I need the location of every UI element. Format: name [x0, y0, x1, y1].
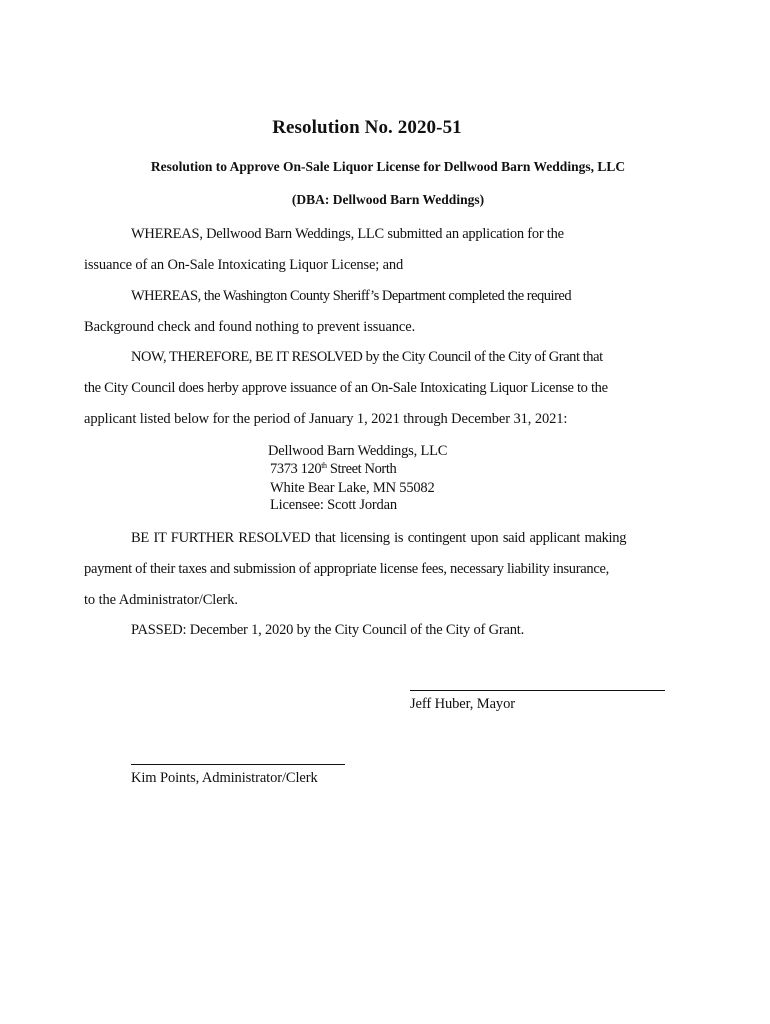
- resolved-line-1: NOW, THEREFORE, BE IT RESOLVED by the City Council of the City of Grant that: [131, 349, 603, 365]
- mayor-signature-line: [410, 690, 665, 691]
- whereas-1-line-2: issuance of an On-Sale Intoxicating Liquor License; and: [84, 257, 404, 273]
- further-line-3: to the Administrator/Clerk.: [84, 592, 238, 608]
- street-rest: Street North: [326, 461, 397, 477]
- dba-text: (DBA: Dellwood Barn Weddings): [291, 192, 485, 207]
- further-line-1: BE IT FURTHER RESOLVED that licensing is contingent upon said applicant making: [131, 530, 627, 546]
- further-line-2: payment of their taxes and submission of appropriate license fees, necessary liability insurance,: [84, 561, 609, 577]
- mayor-signature-label: Jeff Huber, Mayor: [410, 696, 515, 712]
- whereas-2-line-1: WHEREAS, the Washington County Sheriff’s Department completed the required: [131, 288, 572, 304]
- resolution-subtitle: [0, 159, 770, 175]
- clerk-signature-line: [131, 764, 345, 765]
- resolved-line-3: applicant listed below for the period of January 1, 2021 through December 31, 2021:: [84, 411, 568, 427]
- licensee-name: Licensee: Scott Jordan: [270, 497, 397, 513]
- passed-line: PASSED: December 1, 2020 by the City Council of the City of Grant.: [131, 622, 525, 638]
- licensee-business-name: Dellwood Barn Weddings, LLC: [268, 443, 448, 459]
- licensee-city: White Bear Lake, MN 55082: [270, 480, 435, 496]
- clerk-signature-label: Kim Points, Administrator/Clerk: [131, 770, 318, 786]
- dba-line: [0, 192, 770, 208]
- whereas-2-line-2: Background check and found nothing to prevent issuance.: [84, 319, 416, 335]
- street-number: 7373 120: [270, 461, 322, 477]
- resolution-title-text: Resolution No. 2020-51: [272, 117, 462, 138]
- street-ordinal-suffix: th: [321, 461, 327, 470]
- licensee-street: [270, 462, 396, 477]
- resolution-title: [0, 117, 770, 139]
- resolution-subtitle-text: Resolution to Approve On-Sale Liquor License for Dellwood Barn Weddings, LLC: [150, 159, 626, 174]
- resolved-line-2: the City Council does herby approve issuance of an On-Sale Intoxicating Liquor License to the: [84, 380, 608, 396]
- whereas-1-line-1: WHEREAS, Dellwood Barn Weddings, LLC submitted an application for the: [131, 226, 564, 242]
